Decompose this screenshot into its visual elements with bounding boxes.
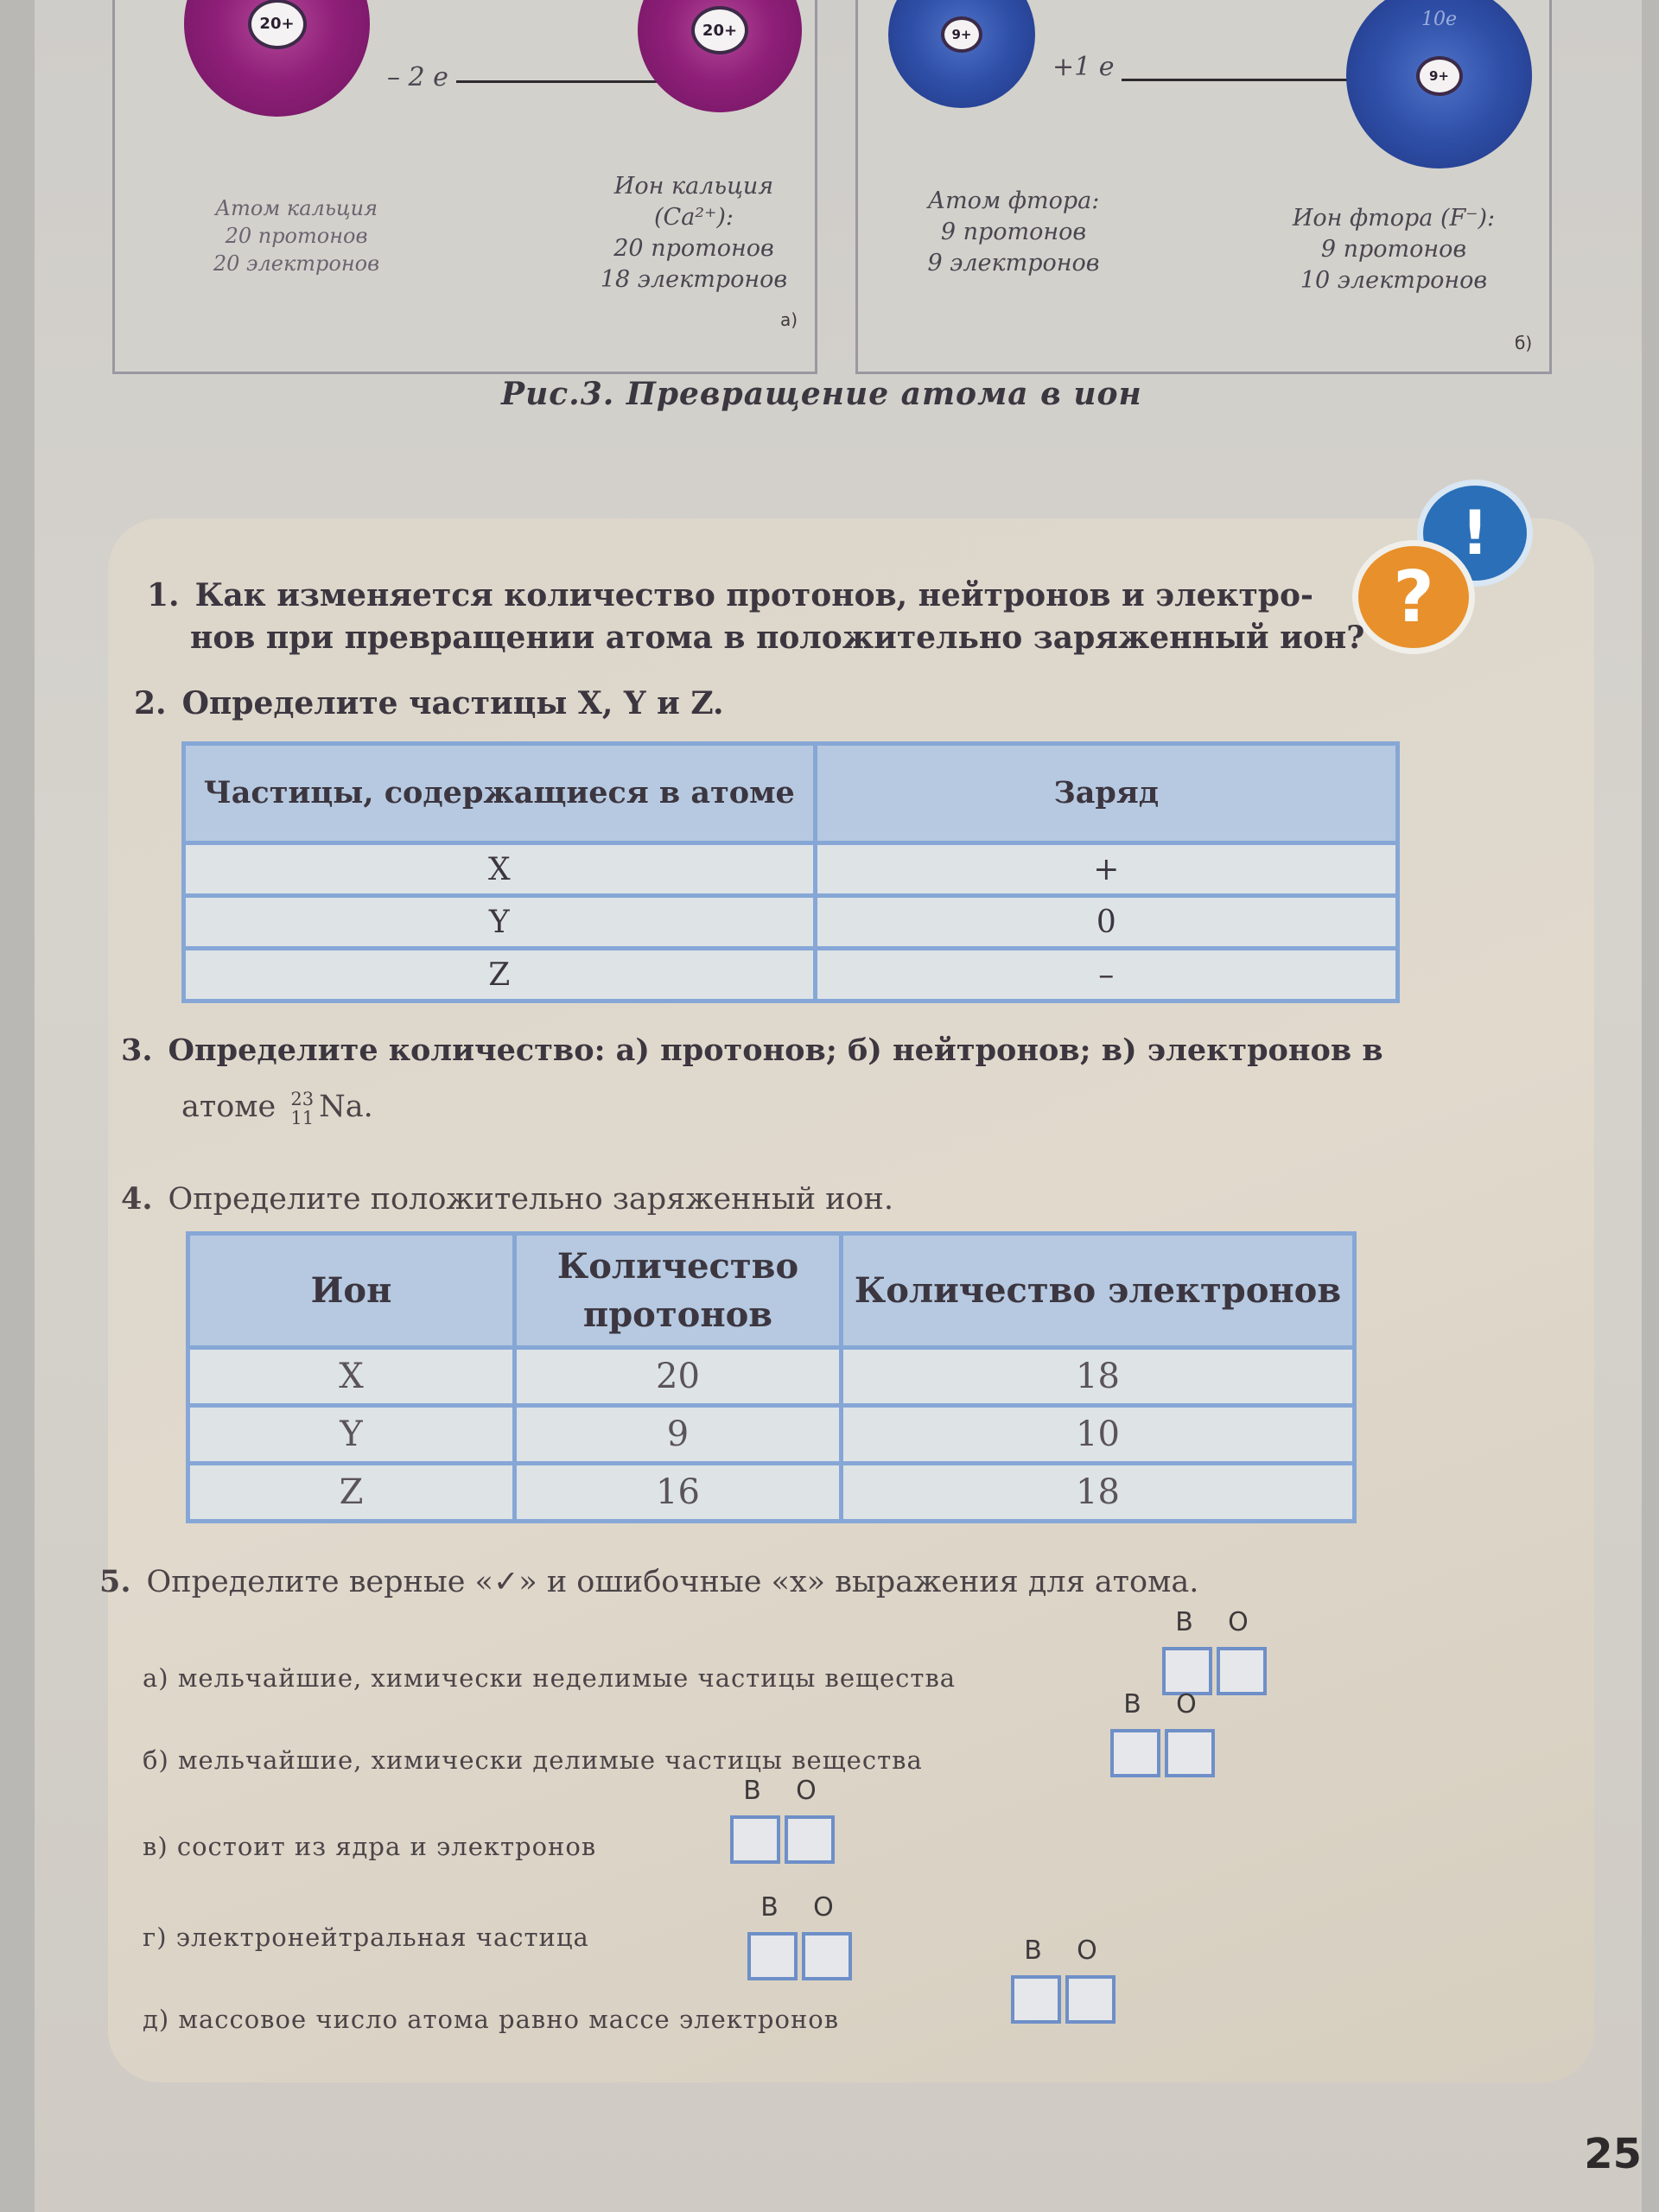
exclamation-icon: ! [1417, 480, 1533, 587]
fluorine-ion [1346, 0, 1532, 168]
checkbox-false-c[interactable] [785, 1815, 835, 1864]
table-cell: Z [188, 1464, 515, 1522]
fluorine-ion-caption [1268, 203, 1519, 296]
panel-letter-a: а) [780, 309, 798, 330]
isotope-notation [290, 1090, 314, 1128]
caption-line: 9 протонов [940, 219, 1087, 245]
question-text: Как изменяется количество протонов, нейтронов и электро- [194, 577, 1313, 613]
table-header-row [184, 744, 1398, 843]
caption-line: Ион кальция [613, 173, 774, 200]
true-letter: В [1175, 1607, 1193, 1637]
table-cell: Y [188, 1406, 515, 1464]
table-header: Количество электронов [842, 1234, 1355, 1348]
table-row [188, 1464, 1355, 1522]
calcium-atom [184, 0, 370, 117]
caption-line: 10 электронов [1300, 267, 1488, 294]
calcium-arrow [456, 80, 685, 83]
table-header: Частицы, содержащиеся в атоме [184, 744, 816, 843]
table-cell: 0 [815, 896, 1397, 949]
answer-letters [726, 1776, 834, 1806]
answer-letters [1007, 1936, 1115, 1966]
caption-line: (Ca²⁺): [654, 204, 734, 231]
panel-letter-b: б) [1515, 333, 1533, 353]
statement-d: г) электронейтральная частица [143, 1923, 589, 1952]
question-1-line-1 [147, 573, 1313, 618]
page-number: 25 [1584, 2130, 1642, 2178]
false-letter: О [796, 1776, 817, 1806]
calcium-atom-caption [184, 194, 409, 277]
ions-table [186, 1231, 1357, 1523]
table-cell: X [188, 1348, 515, 1406]
statement-e: д) массовое число атома равно массе электронов [143, 2005, 840, 2034]
checkbox-true-c[interactable] [730, 1815, 780, 1864]
checkbox-true-e[interactable] [1011, 1975, 1061, 2024]
question-text: Определите положительно заряженный ион. [168, 1182, 893, 1217]
answer-letters [1158, 1607, 1266, 1637]
table-cell: Y [184, 896, 816, 949]
question-text: Определите количество: а) протонов; б) нейтронов; в) электронов в [168, 1033, 1383, 1068]
statement-b: б) мельчайшие, химически делимые частицы вещества [143, 1745, 923, 1775]
figure-panel-fluorine [855, 0, 1552, 374]
answer-group-b [1106, 1689, 1214, 1776]
caption-line: 18 электронов [600, 266, 788, 293]
true-letter: В [1024, 1936, 1042, 1966]
mass-number: 23 [290, 1088, 315, 1109]
answer-group-a [1158, 1607, 1266, 1694]
checkbox-false-d[interactable] [802, 1932, 852, 1980]
question-text: атоме [181, 1090, 276, 1124]
table-cell: 18 [842, 1464, 1355, 1522]
fluorine-ion-nucleus: 9+ [1416, 56, 1463, 96]
calcium-atom-nucleus: 20+ [248, 0, 307, 49]
table-cell: 10 [842, 1406, 1355, 1464]
question-text: Определите частицы X, Y и Z. [181, 685, 724, 721]
answer-group-d [743, 1892, 851, 1979]
table-header: Ион [188, 1234, 515, 1348]
question-number: 3. [121, 1033, 153, 1068]
false-letter: О [1077, 1936, 1097, 1966]
answer-group-c [726, 1776, 834, 1862]
table-header-row [188, 1234, 1355, 1348]
caption-line: 20 протонов [225, 224, 368, 248]
question-5 [99, 1560, 1198, 1605]
statement-c: в) состоит из ядра и электронов [143, 1832, 597, 1861]
checkbox-true-d[interactable] [747, 1932, 798, 1980]
question-1-line-2: нов при превращении атома в положительно заряженный ион? [190, 620, 1365, 656]
fluorine-atom-caption [910, 186, 1117, 279]
figure-panel-calcium [112, 0, 817, 374]
question-3-line-2 [181, 1084, 373, 1129]
element-symbol: Na. [319, 1090, 373, 1124]
caption-line: 9 электронов [927, 250, 1100, 276]
table-row [188, 1348, 1355, 1406]
table-cell: 16 [515, 1464, 842, 1522]
false-letter: О [1228, 1607, 1249, 1637]
table-cell: Z [184, 949, 816, 1001]
question-number: 2. [134, 685, 167, 721]
table-row [188, 1406, 1355, 1464]
checkbox-false-a[interactable] [1217, 1647, 1267, 1695]
fluorine-arrow [1122, 79, 1372, 81]
table-cell: 20 [515, 1348, 842, 1406]
question-3-line-1 [121, 1028, 1383, 1073]
calcium-ion-nucleus: 20+ [691, 6, 748, 54]
true-letter: В [1123, 1689, 1141, 1719]
checkbox-true-a[interactable] [1162, 1647, 1212, 1695]
false-letter: О [1176, 1689, 1197, 1719]
table-row [184, 949, 1398, 1001]
table-cell: + [815, 843, 1397, 896]
false-letter: О [813, 1892, 834, 1923]
question-4 [121, 1177, 893, 1222]
statement-a: а) мельчайшие, химически неделимые частицы вещества [143, 1663, 957, 1693]
caption-line: 20 электронов [213, 251, 380, 276]
caption-line: Атом фтора: [927, 188, 1100, 214]
fluorine-atom-nucleus: 9+ [941, 16, 982, 53]
caption-line: Ион фтора (F⁻): [1292, 205, 1496, 232]
caption-line: 20 протонов [613, 235, 774, 262]
table-cell: 9 [515, 1406, 842, 1464]
fluorine-ion-shell-label: 10e [1421, 9, 1457, 30]
table-row [184, 843, 1398, 896]
table-header: Количество протонов [515, 1234, 842, 1348]
question-number: 4. [121, 1181, 153, 1217]
textbook-page [35, 0, 1642, 2212]
table-cell: 18 [842, 1348, 1355, 1406]
atomic-number: 11 [290, 1107, 315, 1128]
true-letter: В [760, 1892, 779, 1923]
checkbox-false-b[interactable] [1165, 1729, 1215, 1777]
table-cell: – [815, 949, 1397, 1001]
true-letter: В [743, 1776, 761, 1806]
calcium-arrow-label: – 2 e [387, 62, 448, 92]
figure-caption: Рис.3. Превращение атома в ион [501, 376, 1142, 412]
question-2 [134, 681, 724, 726]
answer-letters [1106, 1689, 1214, 1719]
question-icon: ? [1352, 540, 1475, 654]
answer-letters [743, 1892, 851, 1923]
answer-group-e [1007, 1936, 1115, 2022]
table-header: Заряд [815, 744, 1397, 843]
calcium-ion-caption [582, 171, 806, 296]
checkbox-true-b[interactable] [1110, 1729, 1160, 1777]
caption-line: 9 протонов [1320, 236, 1467, 263]
calcium-ion [638, 0, 802, 112]
particles-table [181, 741, 1400, 1003]
caption-line: Атом кальция [215, 196, 378, 220]
question-number: 5. [99, 1564, 131, 1599]
table-row [184, 896, 1398, 949]
checkbox-false-e[interactable] [1065, 1975, 1116, 2024]
question-text: Определите верные «✓» и ошибочные «x» выражения для атома. [146, 1565, 1199, 1599]
fluorine-arrow-label: +1 e [1052, 52, 1115, 82]
fluorine-atom [888, 0, 1035, 108]
question-number: 1. [147, 577, 180, 613]
table-cell: X [184, 843, 816, 896]
